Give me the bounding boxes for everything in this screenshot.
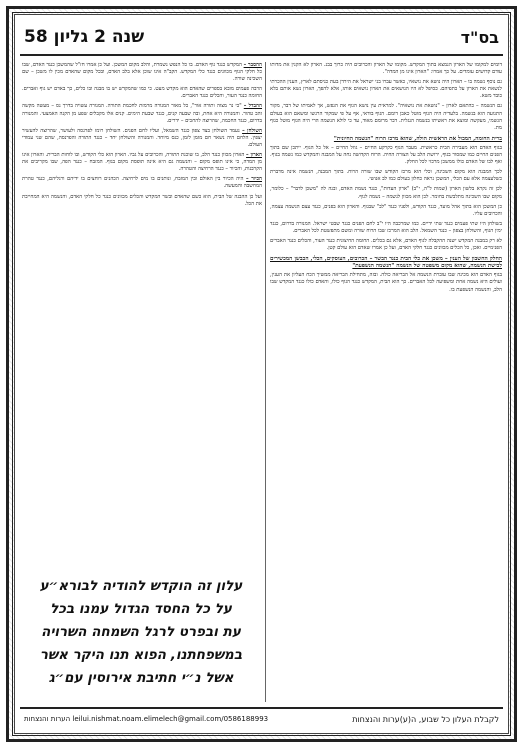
paragraph: גם נוסף נשמה בו – הארון היה נושא את נושאיו, כאשר עברו בני ישראל את הירדן בעת כניסתם לארץ, הענין ההכרתי לנשאת את הארון על כתפיהם. כסיפל לא היו הנושאים את הארון נושאים אותו, אלא להפך, הארון נשא אותם בלא כובד משא. [270, 79, 502, 100]
dedication-box [22, 575, 260, 695]
paragraph-lead: ההבדל – [243, 103, 262, 110]
right-column [270, 62, 502, 702]
paragraph-lead: הכיור – [245, 176, 262, 183]
paragraph: ועל כן ההבנה של הבית, הוא כשם שהאדם ובשר המקדש והכלים מכוונים כנגד כל חלקי האדם, והנשמה היא המחייבת את הכל. [22, 193, 262, 207]
paragraph [22, 128, 262, 149]
page-header [20, 20, 503, 56]
paragraph: לכן זה נקרא בלשון הארון (שמות ל"ה, י"ב) "ארון העדות", כנגד נשמת האדם, ובנה לה "משכן לדבר" – כלומר, מקום שבו השכינה מתלבשת בחומר. לכן הוא מכוון לנשמה – נשמה לגוף. [270, 186, 502, 200]
paragraph-text: "כי נר מצוה ותורה אור", כל מאור המנורה מרמזת לחכמת התורה. המנורה עשויה בדרך נס – מעשה מקשה זהב טהור. והמנורה היא אחת, ובה שבעה קנים, כנגד שבעת הימים. קנים אלו מקבלים שפע מן הקנה האמצעי. והמנורה בדרום, כנגד החכמה, שהרוצה להחכים – ידרים. [22, 103, 262, 124]
paragraph-lead: הארון – [246, 152, 262, 159]
paragraph-lead: ההסבר – [243, 62, 262, 68]
paragraph: הרבה פעמים מובא בספרים שהאדם הוא מקדש מעט. כי כמו שהמקדש יש בו מבנה ובו כלים, כך באדם יש גוף ואברים. החומה כנגד העור, והכלים כנגד האברים. [22, 86, 262, 100]
dedication-line: אשל נ״י חתיבת אירוסין עם״ג [48, 670, 234, 686]
dedication-line: במשפחתנו, הפוא תנו היקר אשר [39, 647, 243, 663]
footer-subscribe-note: לקבלת העלון כל שבוע, ה(ע)ערות והנצחות [352, 714, 499, 724]
left-column [22, 62, 262, 512]
besiyata-dishmaya: בס"ד [460, 27, 499, 47]
paragraph: בגוף האדם הוא מעבירה הבית כראשית. מעבר הגוף כקרקע החיים – גוזל החיים – אל כל הגוף. ייתכן שם בתוך הפנים החיים כמו שמסור בגוף, ירושת הלב על הצורה החיה. הרוח הקדושה נחה על המבנה והמקדש כמו נשמה בגוף. ואף לבו של האדם כולו ממשכן מרכזי לכל החלק. [270, 144, 502, 166]
paragraph-lead: השולחן – [242, 127, 262, 134]
paragraph-text: הארון מכוון כנגד הלב, בו שוכנת התורה, והכרובים על גביו. הארון הוא כלי הקודש, ובו לוחות הברית. והארון אינו מן המדה, כי אינו תופס מקום – והנשמה גם היא אינה תופסת מקום בגוף. המזבח – כנגד הפה, שבו מקריבים את הקרבנות, והכיור – כנגד הרחיצה והטהרה. [22, 152, 262, 173]
dedication-line: עלון זה הוקדש להודיה לבורא״ע [39, 578, 243, 594]
footer-contact[interactable]: leilui.nishmat.noam.elimelech@gmail.com/0586188993 הערות והנצחות [24, 715, 269, 723]
paragraph: דומים למקומו של הארון הנמצא בתוך המקדש. מקומו של הארון והכרובים היה כרוך בבנ. הארון לא הקנין את מדותו עודם קדושים עומדים. על כך אמרו: "הארון אינו מן המדה". [270, 62, 502, 76]
paragraph [22, 176, 262, 190]
paragraph [22, 103, 262, 124]
section-heading: החלק החשבון של הענין – משכן את כלי הבית כנגד הבשר – הכרובים, העוסקים, הכלי, הכבשן המכשירים לבישת הנשמה, שהוא מקום משפטה של הנשמה "הנשמה הנשפעת" [270, 256, 502, 270]
paragraph-text: נעמד השולחן בצד צפון כנגד השמאל, ועליו לחם הפנים. השולחן רומז לפרנסה ולעושר, שהרוצה להעשיר יצפין. הלחם היה נשאר חם מזמן לזמן, כנס מיוחד. והמנורה והשולחן יחד – כנגד התורה והפרנסה, שהם שני עמודי העולם. [22, 127, 262, 148]
column-divider [265, 62, 266, 702]
issue-label: שנה 2 גליון 58 [24, 27, 145, 47]
section-heading: ברית החומה, המבול את הראשית הולה, שהוא מרכז הרוח "הנשמה החיונית" [333, 135, 502, 142]
paragraph: לא רק במבנה המקדש ישנה ההקבלה לגוף האדם, אלא גם בכלים. החומה החיצונית כנגד העור, והכלים כנגד האברים הפנימיים. ואכן, כל הכלים מכוונים כנגד חלקי האדם, ועל כן אמרו שאדם הוא עולם קטן. [270, 237, 502, 252]
page-footer [20, 707, 503, 729]
paragraph [22, 62, 262, 83]
paragraph-text: היה הכיור בין האולם ובין המזבח, ונותנים בו מים לרחיצה. הכהנים רוחצים בו ידיהם ורגליהם, כנגד טהרת המחשבה והמעשה. [22, 176, 262, 190]
paragraph: בגוף האדם הוא מכינה שבו עוברת הנשמה אל הבריאה כולה. ובזה, מתחילת הבריאה ממשיך הכח העליון את הענין, ועולים היא נשמה אחת ומשפיעה לכל האברים. כך הוא הבית, המקדש כנגד הגוף כולו, והאדם כולו כנגד המקדש שבו הלב, והנשמה הנשפעת בו. [270, 272, 502, 293]
paragraph: כן המשכן הוא בתוך אהל מועד, כנגד הקודש, ולפניו כנגד "לב" שבגוף. והארון הוא בפנים, כנגד עצם הנשמה עצמה, והכרובים עליו. [270, 203, 502, 217]
dedication-line: על כל החסד הגדול עמנו בכל [50, 601, 232, 617]
paragraph-text: המקדש כנגד גוף האדם. בו כל הנפש נשמרת, והלב מקום המשכן. ועל כן אמרו חז"ל שהמשכן כנגד האדם, שבו כל חלקי הגוף מכוונים כנגד כלי המקדש. הקב"ה אינו שוכן אלא בלב האדם, ובכל מקום שהאדם מכין לו משכן – שם השכינה שורה. [22, 62, 262, 83]
paragraph: לכך המבנה הוא מקום השכינה, וכלי הוא מרכז הקודש שבו שורה הרוח. בתוך המבנה, הנשמה אינה מדברת כשלעצמה אלא עם הכלי, המשכן נראה כחלון בעולם כמו לב אנושי. [270, 169, 502, 183]
paragraph: גם הנשמה – כהתאם לארון – "נושאת את נושאיה". למראית עין נושא הגוף את הנפש, אך לאמיתו של דבר, מקור התנועה הוא בנשמה. בלעדיה היה הגוף מוטל כאבן דומם. הגוף בודאי, אף על פי שמקור הרגשו ומשאם הוא בעולם הגשמי, מעקשה ומוצא את ראשיתו בנשמה הנגלית. דבר מרומם מאוד, עד כי לולא הנשמה הרי היה הגוף מוטל כגוף מת. [270, 103, 502, 131]
paragraph [22, 152, 262, 173]
dedication-line: עת ובפרט לרגל השמחה השרויה [41, 624, 241, 640]
paragraph: בשולחן היו שתי פעמים כנגד שתי ידיים. כמו שמרכבה היו י"ב לחם הפנים כנגד שבטי ישראל. המנורה בדרום, כנגד ימין הגוף, והשולחן בצפון – כנגד השמאל. הלב הוא המרכז שבו הרוח שורה ומשם מתפשטת לכל האברים. [270, 220, 502, 234]
